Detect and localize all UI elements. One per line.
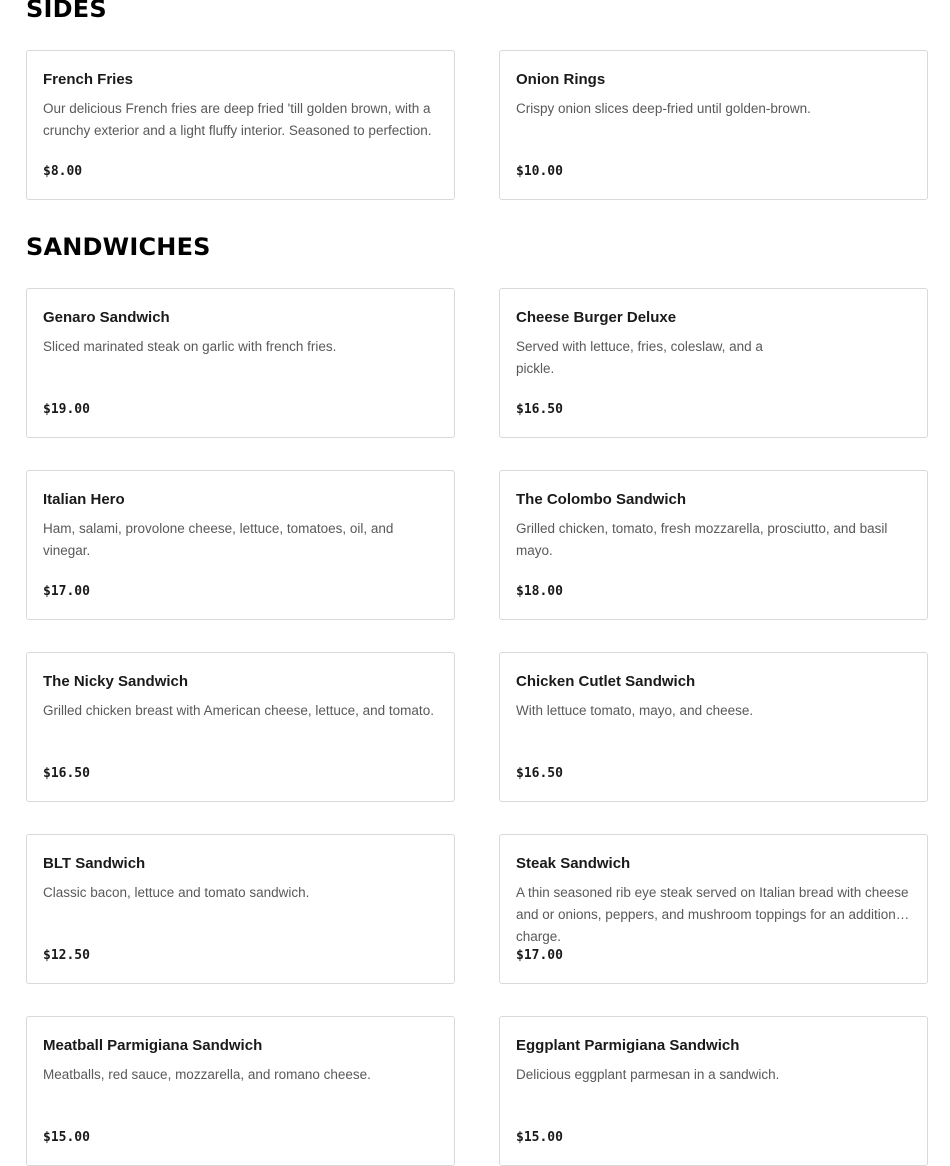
menu-item-price: $16.50 [43, 766, 90, 781]
menu-item-price: $16.50 [516, 402, 563, 417]
menu-item-price: $18.00 [516, 584, 563, 599]
menu-item-description: Classic bacon, lettuce and tomato sandwich. [43, 885, 310, 900]
menu-item-card-french-fries[interactable] [26, 50, 455, 200]
menu-item-name: BLT Sandwich [43, 855, 146, 872]
menu-item-name: Italian Hero [43, 491, 125, 508]
menu-item-description: A thin seasoned rib eye steak served on Italian bread with cheese and or onions, peppers, and mushroom toppings for an additional charge. [516, 885, 909, 944]
menu-item-name: French Fries [43, 71, 134, 88]
menu-item-price: $8.00 [43, 164, 83, 179]
menu-item-price: $10.00 [516, 164, 563, 179]
menu-item-description: Delicious eggplant parmesan in a sandwich. [516, 1067, 780, 1082]
menu-item-description: Crispy onion slices deep-fried until golden-brown. [516, 101, 811, 116]
menu-item-description: Grilled chicken, tomato, fresh mozzarella, prosciutto, and basil mayo. [516, 521, 888, 558]
menu-item-name: The Nicky Sandwich [43, 673, 189, 690]
menu-item-name: Cheese Burger Deluxe [516, 309, 677, 326]
menu-item-name: Onion Rings [516, 71, 606, 88]
menu-item-card-italian-hero[interactable] [26, 470, 455, 620]
menu-item-description: Served with lettuce, fries, coleslaw, and a pickle. [516, 339, 763, 376]
menu-item-name: The Colombo Sandwich [516, 491, 687, 508]
menu-item-price: $16.50 [516, 766, 563, 781]
menu-item-description: Sliced marinated steak on garlic with french fries. [43, 339, 337, 354]
menu-item-description: With lettuce tomato, mayo, and cheese. [516, 703, 754, 718]
sides-grid [26, 50, 928, 200]
menu-item-price: $17.00 [516, 948, 563, 963]
menu-item-price: $12.50 [43, 948, 90, 963]
menu-item-card-chicken-cutlet-sandwich[interactable] [499, 652, 928, 802]
menu-item-name: Steak Sandwich [516, 855, 631, 872]
menu-item-name: Eggplant Parmigiana Sandwich [516, 1037, 740, 1054]
menu-item-price: $19.00 [43, 402, 90, 417]
menu-item-card-eggplant-parmigiana-sandwich[interactable] [499, 1016, 928, 1166]
menu-item-description: Meatballs, red sauce, mozzarella, and romano cheese. [43, 1067, 371, 1082]
menu-item-name: Meatball Parmigiana Sandwich [43, 1037, 263, 1054]
menu-item-card-genaro-sandwich[interactable] [26, 288, 455, 438]
section-title-sandwiches: SANDWICHES [26, 233, 211, 261]
menu-item-price: $15.00 [43, 1130, 90, 1145]
menu-item-name: Chicken Cutlet Sandwich [516, 673, 696, 690]
menu-item-card-blt-sandwich[interactable] [26, 834, 455, 984]
menu-item-description: Ham, salami, provolone cheese, lettuce, tomatoes, oil, and vinegar. [43, 521, 394, 558]
menu-item-description: Grilled chicken breast with American cheese, lettuce, and tomato. [43, 703, 434, 718]
menu-item-card-the-nicky-sandwich[interactable] [26, 652, 455, 802]
menu-item-description: Our delicious French fries are deep fried 'till golden brown, with a crunchy exterior and a light fluffy interior. Seasoned to perfection. [43, 101, 432, 138]
section-title-sides: SIDES [26, 0, 107, 23]
menu-item-card-the-colombo-sandwich[interactable] [499, 470, 928, 620]
menu-item-price: $17.00 [43, 584, 90, 599]
menu-item-card-meatball-parmigiana-sandwich[interactable] [26, 1016, 455, 1166]
sandwiches-grid [26, 288, 928, 1166]
menu-item-name: Genaro Sandwich [43, 309, 170, 326]
menu-item-price: $15.00 [516, 1130, 563, 1145]
menu-item-card-cheese-burger-deluxe[interactable] [499, 288, 928, 438]
menu-item-card-onion-rings[interactable] [499, 50, 928, 200]
menu-item-card-steak-sandwich[interactable] [499, 834, 928, 984]
